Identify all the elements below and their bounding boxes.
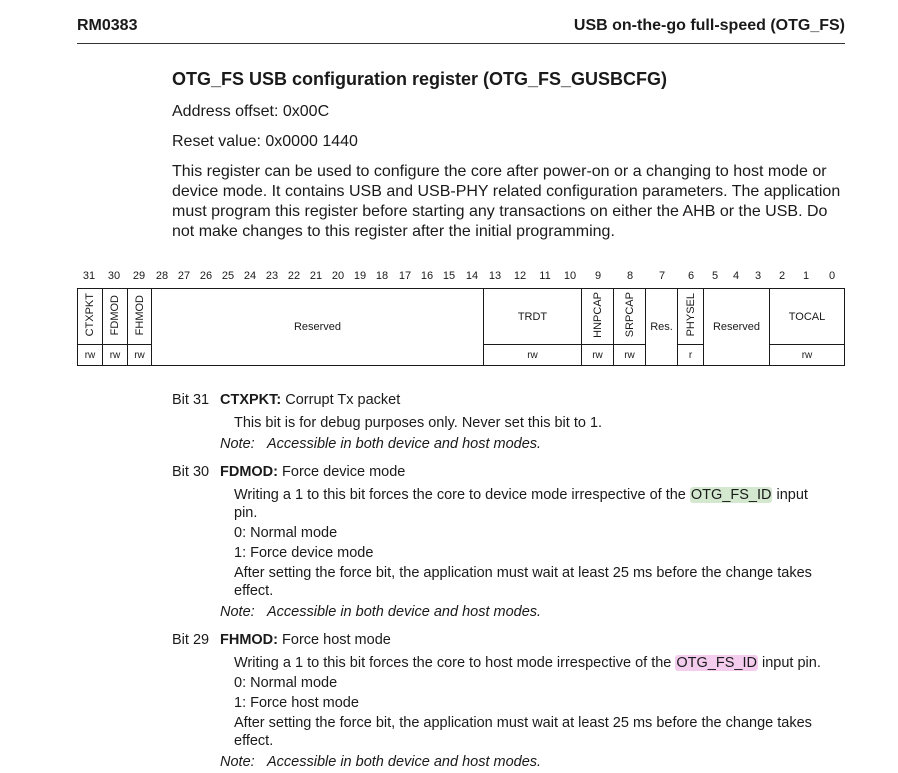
bit31-label: Bit 31 [172, 392, 210, 408]
field-hnpcap: HNPCAP [582, 289, 614, 345]
bit31-note-label: Note: [220, 436, 255, 452]
bit-number-3: 3 [754, 270, 762, 282]
reset-value: Reset value: 0x0000 1440 [172, 133, 358, 150]
bit30-description-cont: pin. [234, 505, 258, 521]
field-fhmod: FHMOD [128, 289, 152, 345]
access-physel: r [678, 345, 704, 366]
bit31-title: Corrupt Tx packet [285, 392, 401, 408]
bit31-note [220, 436, 541, 452]
bit31-description: This bit is for debug purposes only. Never set this bit to 1. [234, 415, 603, 431]
bit-number-13: 13 [488, 270, 502, 282]
bit30-heading [220, 464, 405, 480]
bit29-after-1: After setting the force bit, the application must wait at least 25 ms before the change takes [234, 715, 812, 731]
bit30-note [220, 604, 541, 620]
bit-number-17: 17 [398, 270, 412, 282]
bit31-heading [220, 392, 400, 408]
bit-number-1: 1 [802, 270, 810, 282]
bit30-option-0: 0: Normal mode [234, 525, 338, 541]
bit-number-8: 8 [626, 270, 634, 282]
field-fdmod: FDMOD [103, 289, 128, 345]
field-reserved-low: Reserved [704, 289, 770, 366]
bit-number-18: 18 [375, 270, 389, 282]
field-res: Res. [646, 289, 678, 366]
section-title: USB on-the-go full-speed (OTG_FS) [573, 17, 845, 34]
bit-number-24: 24 [243, 270, 257, 282]
bit-number-row [77, 270, 845, 284]
bit29-heading [220, 632, 391, 648]
header-divider [77, 43, 845, 44]
field-tocal: TOCAL [770, 289, 845, 345]
bit29-label: Bit 29 [172, 632, 210, 648]
bit-number-30: 30 [107, 270, 121, 282]
bit-number-4: 4 [732, 270, 740, 282]
bit-number-23: 23 [265, 270, 279, 282]
bit-number-29: 29 [132, 270, 146, 282]
bit-number-25: 25 [221, 270, 235, 282]
access-trdt: rw [484, 345, 582, 366]
bit-number-9: 9 [594, 270, 602, 282]
bit29-option-1: 1: Force host mode [234, 695, 359, 711]
access-hnpcap: rw [582, 345, 614, 366]
bit30-label: Bit 30 [172, 464, 210, 480]
bit-number-22: 22 [287, 270, 301, 282]
bit-number-19: 19 [353, 270, 367, 282]
bit29-after-2: effect. [234, 733, 274, 749]
field-srpcap: SRPCAP [614, 289, 646, 345]
bit30-after-1: After setting the force bit, the application must wait at least 25 ms before the change takes [234, 565, 812, 581]
field-trdt: TRDT [484, 289, 582, 345]
bit-number-20: 20 [331, 270, 345, 282]
bit29-note-label: Note: [220, 754, 255, 770]
bit-number-26: 26 [199, 270, 213, 282]
bit30-after-2: effect. [234, 583, 274, 599]
bit-number-28: 28 [155, 270, 169, 282]
bit30-option-1: 1: Force device mode [234, 545, 374, 561]
bit30-title: Force device mode [282, 464, 406, 480]
bit31-note-text: Accessible in both device and host modes. [267, 436, 542, 452]
bit30-name: FDMOD: [220, 464, 278, 480]
bit-number-5: 5 [711, 270, 719, 282]
bit-number-6: 6 [687, 270, 695, 282]
otg-fs-id-highlight: OTG_FS_ID [676, 655, 757, 671]
bit30-description: Writing a 1 to this bit forces the core to device mode irrespective of the OTG_FS_ID input [234, 487, 808, 503]
register-title: OTG_FS USB configuration register (OTG_FS_GUSBCFG) [172, 69, 668, 89]
bit-number-7: 7 [658, 270, 666, 282]
bit-number-21: 21 [309, 270, 323, 282]
access-tocal: rw [770, 345, 845, 366]
bit29-note [220, 754, 541, 770]
access-fdmod: rw [103, 345, 128, 366]
bit-number-12: 12 [513, 270, 527, 282]
access-ctxpkt: rw [78, 345, 103, 366]
field-reserved-high: Reserved [152, 289, 484, 366]
bit-number-0: 0 [828, 270, 836, 282]
bit-number-14: 14 [465, 270, 479, 282]
access-fhmod: rw [128, 345, 152, 366]
field-ctxpkt: CTXPKT [78, 289, 103, 345]
bit-number-16: 16 [420, 270, 434, 282]
access-srpcap: rw [614, 345, 646, 366]
bit30-note-label: Note: [220, 604, 255, 620]
bit29-note-text: Accessible in both device and host modes. [267, 754, 542, 770]
bit-number-15: 15 [442, 270, 456, 282]
otg-fs-id-highlight: OTG_FS_ID [690, 487, 772, 503]
bit29-description: Writing a 1 to this bit forces the core to host mode irrespective of the OTG_FS_ID input pin. [234, 655, 821, 671]
register-field-table [77, 288, 845, 366]
bit30-note-text: Accessible in both device and host modes. [267, 604, 542, 620]
doc-id: RM0383 [77, 17, 138, 34]
bit31-name: CTXPKT: [220, 392, 282, 408]
bit-number-27: 27 [177, 270, 191, 282]
field-physel: PHYSEL [678, 289, 704, 345]
bit-number-11: 11 [539, 270, 551, 282]
address-offset: Address offset: 0x00C [172, 103, 330, 120]
register-description: This register can be used to configure the core after power-on or a changing to host mode or device mode. It contains USB and USB-PHY related configuration parameters. The application must program this register before starting any transactions on either the AHB or the USB. Do not make changes to this register after the initial programming. [172, 163, 841, 240]
bit29-title: Force host mode [282, 632, 391, 648]
bit-number-10: 10 [563, 270, 577, 282]
bit-number-31: 31 [82, 270, 96, 282]
bit-number-2: 2 [778, 270, 786, 282]
bit29-option-0: 0: Normal mode [234, 675, 338, 691]
bit29-name: FHMOD: [220, 632, 278, 648]
